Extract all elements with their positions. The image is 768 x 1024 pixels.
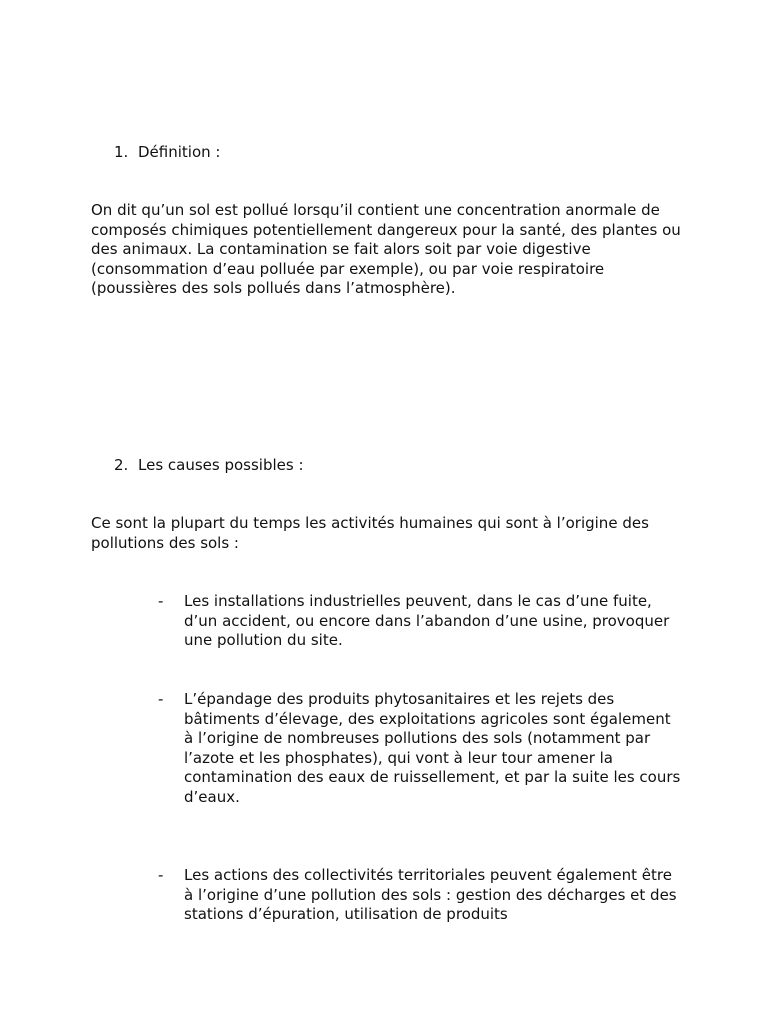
- heading-number: 1.: [114, 143, 129, 161]
- bullet-marker: -: [158, 690, 164, 708]
- list-item: [158, 690, 698, 808]
- bullet-text: Les installations industrielles peuvent, dans le cas d’une fuite, d’un accident, ou encore dans l’abandon d’une usine, provoquer une pollution du site.: [184, 592, 670, 650]
- list-item: [158, 866, 698, 925]
- heading-title: Les causes possibles :: [138, 456, 304, 474]
- bullet-marker: -: [158, 592, 164, 610]
- heading-number: 2.: [114, 456, 129, 474]
- section-heading-definition: [114, 143, 220, 163]
- heading-title: Définition :: [138, 143, 221, 161]
- bullet-text: L’épandage des produits phytosanitaires et les rejets des bâtiments d’élevage, des exploitations agricoles sont également à l’origine de nombreuses pollutions des sols (notamment par l’azote et les phosphates), qui vont à leur tour amener la contamination des eaux de ruissellement, et par la suite les cours d’eaux.: [184, 690, 681, 806]
- section-heading-causes: [114, 456, 304, 476]
- bullet-marker: -: [158, 866, 164, 884]
- definition-paragraph: On dit qu’un sol est pollué lorsqu’il contient une concentration anormale de composés chimiques potentiellement dangereux pour la santé, des plantes ou des animaux. La contamination se fait alors soit par voie digestive (consommation d’eau polluée par exemple), ou par voie respiratoire (poussières des sols pollués dans l’atmosphère).: [91, 201, 681, 298]
- causes-intro-paragraph: Ce sont la plupart du temps les activités humaines qui sont à l’origine des pollutions des sols :: [91, 514, 649, 552]
- list-item: [158, 592, 698, 651]
- bullet-text: Les actions des collectivités territoriales peuvent également être à l’origine d’une pollution des sols : gestion des décharges et des stations d’épuration, utilisation de produits: [184, 866, 677, 924]
